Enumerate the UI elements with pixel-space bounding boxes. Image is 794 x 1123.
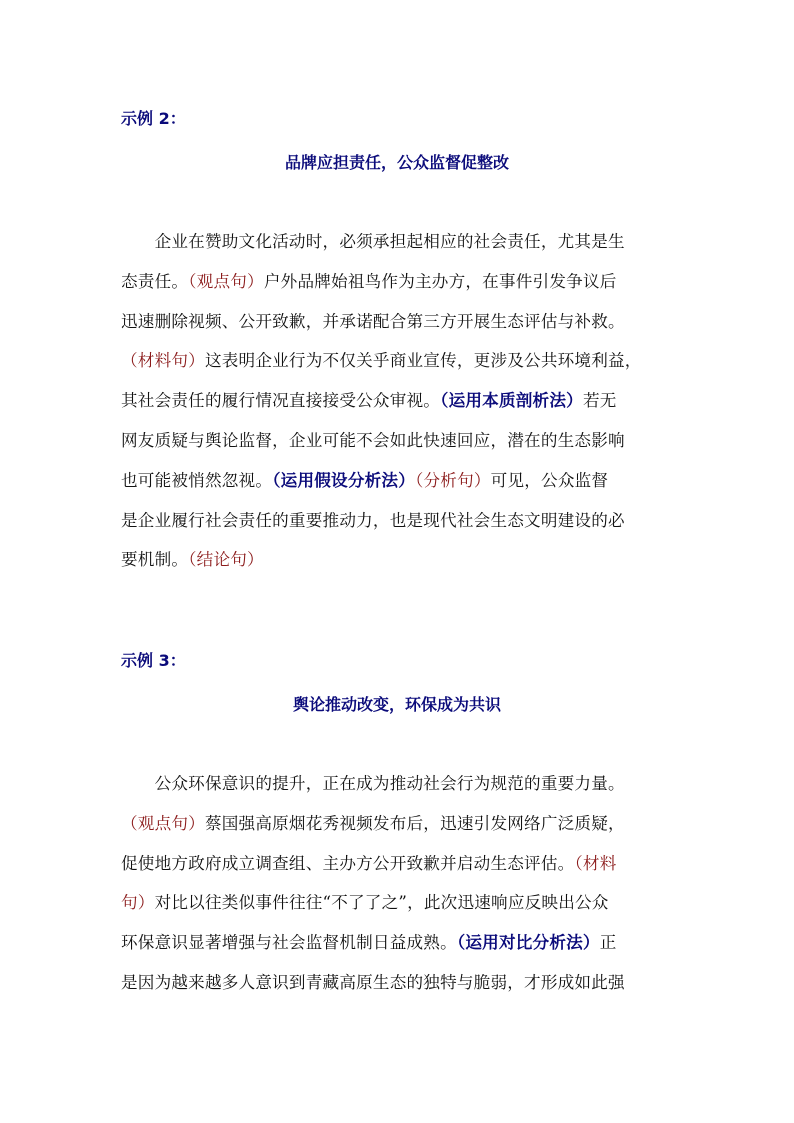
- paragraph-line: [121, 540, 681, 580]
- paragraph-line: [121, 804, 681, 844]
- example-3-label: 示例 3：: [121, 651, 186, 670]
- body-text: 态责任。: [121, 271, 189, 291]
- sentence-role-tag: （材料: [574, 853, 617, 873]
- body-text: 公众环保意识的提升，正在成为推动社会行为规范的重要力量。: [121, 774, 625, 793]
- paragraph-line: [121, 764, 681, 804]
- paragraph-line: [121, 923, 681, 963]
- paragraph-line: [121, 844, 681, 884]
- body-text: 网友质疑与舆论监督，企业可能不会如此快速回应，潜在的生态影响: [121, 430, 625, 450]
- body-text: 户外品牌始祖鸟作为主办方，在事件引发争议后: [263, 271, 617, 291]
- body-text: 可见，公众监督: [490, 470, 609, 490]
- method-annotation: （运用本质剖析法）: [440, 391, 583, 411]
- sentence-role-tag: （结论句）: [188, 550, 264, 570]
- paragraph-line: [121, 222, 681, 262]
- body-text: 对比以往类似事件往往“不了了之”，此次迅速响应反映出公众: [154, 893, 609, 913]
- sentence-role-tag: （观点句）: [188, 271, 264, 291]
- body-text: 促使地方政府成立调查组、主办方公开致歉并启动生态评估。: [121, 853, 575, 873]
- body-text: 这表明企业行为不仅关乎商业宣传，更涉及公共环境利益，: [204, 351, 642, 371]
- paragraph-line: [121, 421, 681, 461]
- body-text: 环保意识显著增强与社会监督机制日益成熟。: [121, 933, 457, 953]
- paragraph-line: [121, 461, 681, 501]
- body-text: 迅速删除视频、公开致歉，并承诺配合第三方开展生态评估与补救。: [121, 311, 625, 331]
- body-text: 也可能被悄然忽视。: [121, 470, 273, 490]
- example-3-paragraph: [121, 764, 681, 1003]
- body-text: 要机制。: [121, 550, 189, 570]
- paragraph-line: [121, 963, 681, 1003]
- body-text: 若无: [582, 391, 617, 411]
- method-annotation: （运用对比分析法）: [456, 933, 600, 953]
- body-text: 蔡国强高原烟花秀视频发布后，迅速引发网络广泛质疑，: [204, 813, 625, 833]
- body-text: 其社会责任的履行情况直接接受公众审视。: [121, 391, 441, 411]
- paragraph-line: [121, 501, 681, 541]
- sentence-role-tag: （观点句）: [121, 813, 205, 833]
- body-text: 是因为越来越多人意识到青藏高原生态的独特与脆弱，才形成如此强: [121, 972, 625, 992]
- sentence-role-tag: 句）: [121, 893, 155, 913]
- body-text: 是企业履行社会责任的重要推动力，也是现代社会生态文明建设的必: [121, 510, 625, 530]
- example-2-label: 示例 2：: [121, 109, 186, 128]
- example-2-title: 品牌应担责任，公众监督促整改: [284, 153, 509, 172]
- paragraph-line: [121, 883, 681, 923]
- method-annotation: （运用假设分析法）: [272, 470, 415, 490]
- body-text: 正: [599, 933, 617, 953]
- paragraph-line: [121, 381, 681, 421]
- example-3-title: 舆论推动改变，环保成为共识: [292, 695, 501, 714]
- paragraph-line: [121, 302, 681, 342]
- sentence-role-tag: （分析句）: [415, 470, 491, 490]
- paragraph-line: [121, 262, 681, 302]
- sentence-role-tag: （材料句）: [121, 351, 205, 371]
- body-text: 企业在赞助文化活动时，必须承担起相应的社会责任，尤其是生: [121, 232, 625, 251]
- paragraph-line: [121, 341, 681, 381]
- example-2-paragraph: [121, 222, 681, 580]
